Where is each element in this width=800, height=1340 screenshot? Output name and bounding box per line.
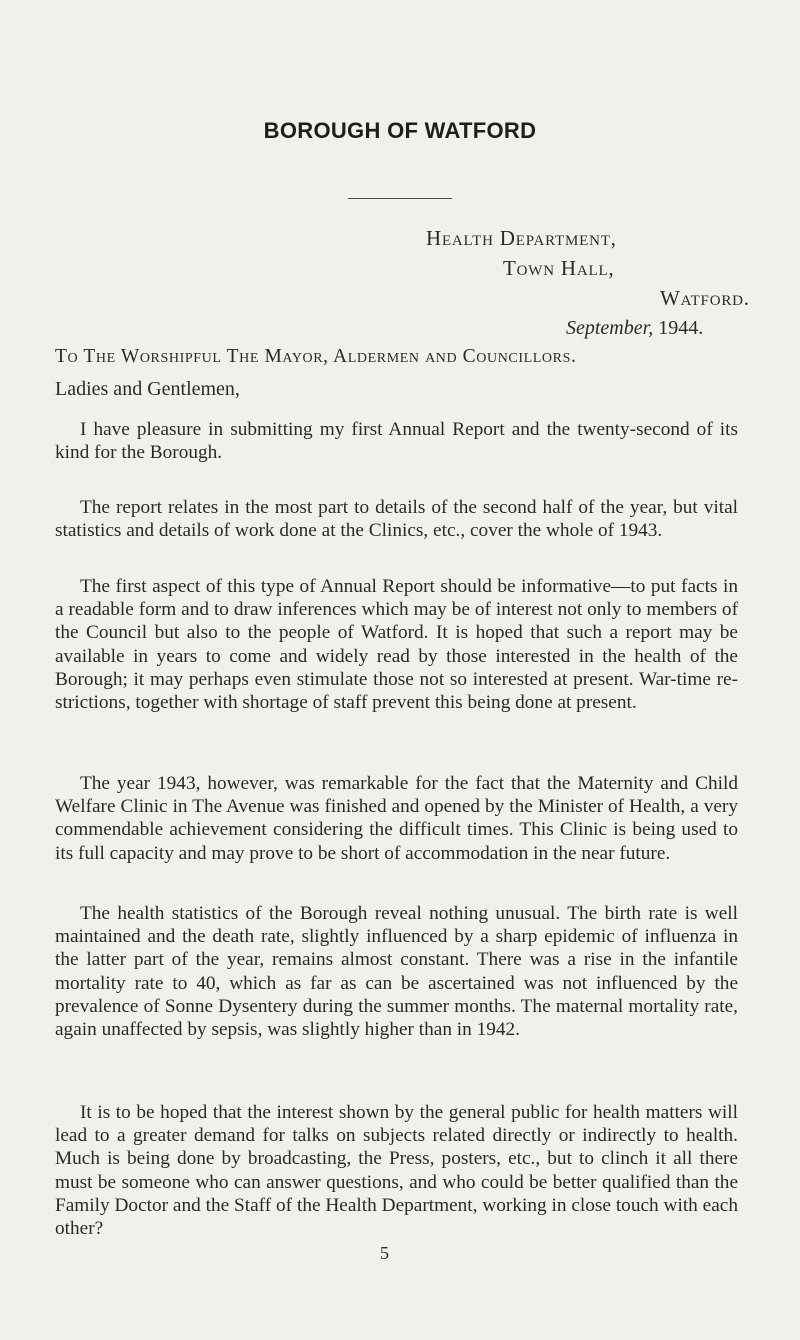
paragraph-3: The first aspect of this type of Annual Report should be informative—to put facts in a readable form and to draw inferences which may be of interest not only to members of the Council but also to the people of Watford. It is hoped that such a report may be available in years to come and widely read by those interested in the health of the Borough; it may perhaps even stimulate those not so interested at present. War-time restrictions, together with shortage of staff prevent this being done at present. xyxy=(55,576,738,714)
letter-date xyxy=(566,317,703,340)
address-line-hall: Town Hall, xyxy=(503,256,615,280)
paragraph-5: The health statistics of the Borough reveal nothing unusual. The birth rate is well maintained and the death rate, slightly influenced by a sharp epidemic of influenza in the latter part of the year, remains almost constant. There was a rise in the infantile mortality rate to 40, which as far as can be ascertained was not influenced by the prevalence of Sonne Dysentery during the summer months. The maternal mortality rate, again unaffected by sepsis, was slightly higher than in 1942. xyxy=(55,903,738,1041)
divider xyxy=(348,198,452,199)
address-line-town: Watford. xyxy=(660,286,750,310)
page-title: BOROUGH OF WATFORD xyxy=(263,118,537,143)
date-month: September, xyxy=(566,317,654,339)
paragraph-2: The report relates in the most part to details of the second half of the year, but vital statistics and details of work done at the Clinics, etc., cover the whole of 1943. xyxy=(55,497,738,542)
address-line-department: Health Department, xyxy=(426,226,617,250)
paragraph-6: It is to be hoped that the interest shown by the general public for health matters will lead to a greater demand for talks on subjects related directly or indirectly to health. Much is being done by broadcasting, the Press, posters, etc., but to clinch it all there must be someone who can answer questions, and who could be better qualified than the Family Doctor and the Staff of the Health Department, working in close touch with each other? xyxy=(55,1102,738,1240)
page-number: 5 xyxy=(380,1243,389,1263)
paragraph-4: The year 1943, however, was remarkable for the fact that the Maternity and Child Welfare Clinic in The Avenue was finished and opened by the Minister of Health, a very commendable achievement considering the difficult times. This Clinic is being used to its full capacity and may prove to be short of accommodation in the near future. xyxy=(55,773,738,864)
paragraph-1: I have pleasure in submitting my first Annual Report and the twenty-second of its kind for the Borough. xyxy=(55,419,738,464)
addressee-line: To The Worshipful The Mayor, Aldermen and Councillors. xyxy=(55,346,577,367)
date-year: 1944. xyxy=(653,317,704,339)
greeting: Ladies and Gentlemen, xyxy=(55,378,240,400)
